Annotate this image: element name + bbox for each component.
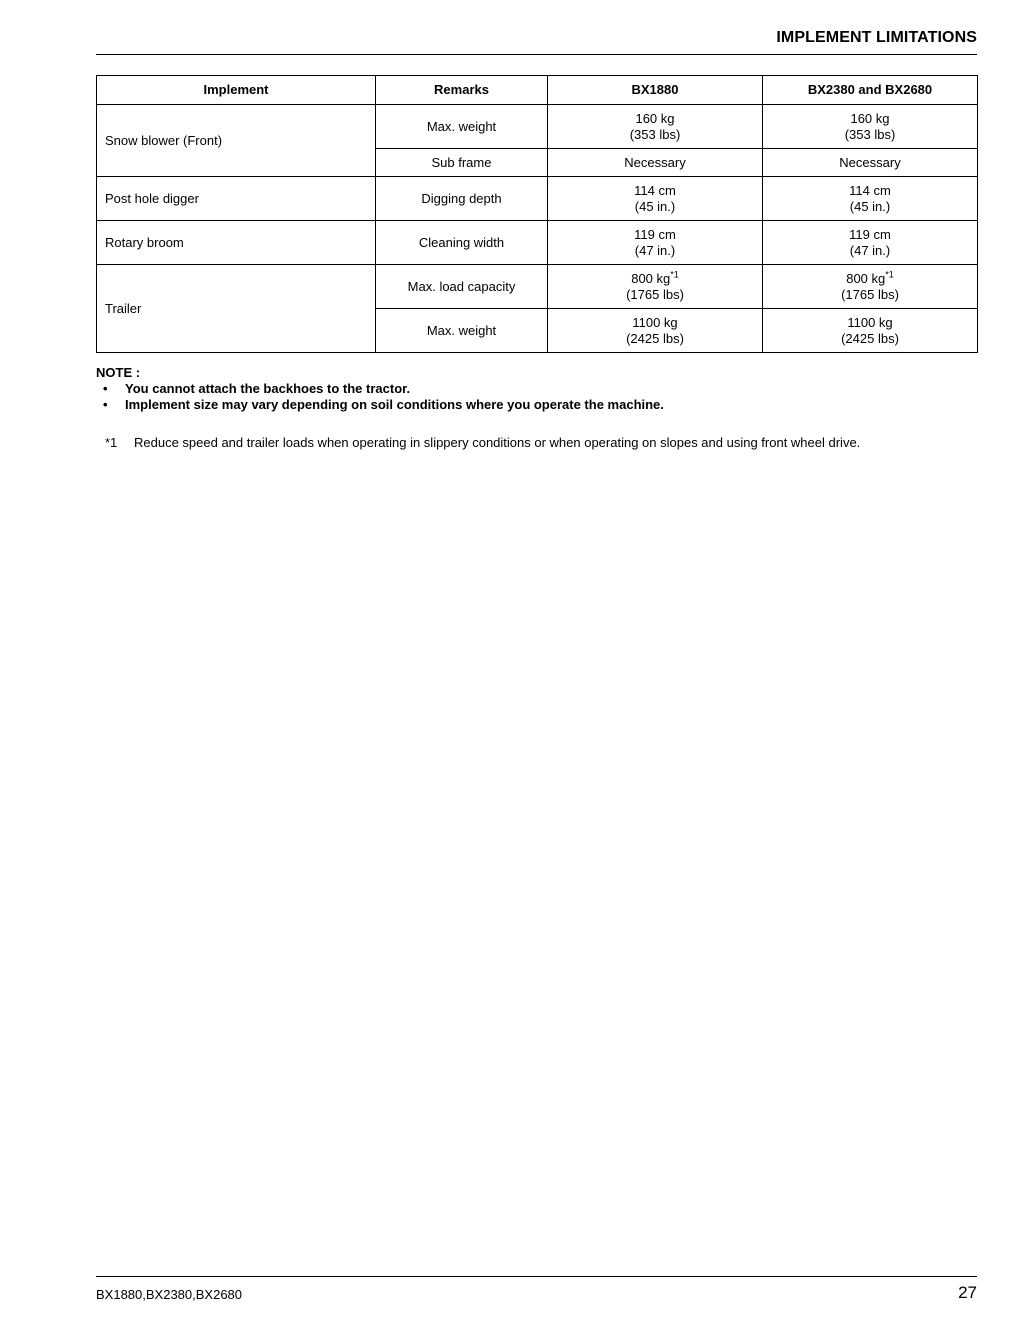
page-number: 27 xyxy=(958,1283,977,1302)
table-row xyxy=(97,221,978,265)
value-line: 1100 kg xyxy=(847,314,893,330)
value-line: (45 in.) xyxy=(634,198,676,214)
header-remarks: Remarks xyxy=(376,76,548,105)
bx1880-cell xyxy=(548,105,763,149)
header-bx2380-bx2680: BX2380 and BX2680 xyxy=(763,76,978,105)
value-line: (2425 lbs) xyxy=(626,330,684,346)
value-line: (353 lbs) xyxy=(844,126,896,142)
value-line: (1765 lbs) xyxy=(841,286,899,302)
bx1880-cell xyxy=(548,221,763,265)
value-line: 160 kg xyxy=(850,110,890,126)
bx1880-cell: Necessary xyxy=(548,149,763,177)
value-line: 114 cm xyxy=(634,182,676,198)
implement-limitations-table xyxy=(96,75,978,353)
footer-models: BX1880,BX2380,BX2680 xyxy=(96,1287,243,1302)
footnote-ref: *1 xyxy=(885,269,894,280)
bx2380-cell xyxy=(763,105,978,149)
implement-cell: Post hole digger xyxy=(97,177,376,221)
bx2380-cell xyxy=(763,309,978,353)
footnote xyxy=(105,435,860,451)
value-line: 160 kg xyxy=(635,110,675,126)
bx2380-cell xyxy=(763,221,978,265)
value-line: 119 cm xyxy=(849,226,891,242)
table-row xyxy=(97,177,978,221)
header-implement: Implement xyxy=(97,76,376,105)
bx2380-cell xyxy=(763,177,978,221)
value-line: 800 kg xyxy=(846,270,886,286)
note-item xyxy=(96,381,664,397)
header-rule xyxy=(96,54,977,55)
remark-cell: Cleaning width xyxy=(376,221,548,265)
remark-cell: Max. weight xyxy=(376,309,548,353)
note-item-text: You cannot attach the backhoes to the tractor. xyxy=(125,381,411,396)
note-item xyxy=(96,397,664,413)
remark-cell: Max. load capacity xyxy=(376,265,548,309)
footnote-ref: *1 xyxy=(670,269,679,280)
footnote-mark: *1 xyxy=(105,435,118,450)
value-line: (47 in.) xyxy=(849,242,891,258)
note-block xyxy=(96,365,664,413)
value-line: 800 kg xyxy=(631,270,671,286)
value-line: (45 in.) xyxy=(849,198,891,214)
bx1880-cell xyxy=(548,177,763,221)
value-line: (47 in.) xyxy=(634,242,676,258)
implement-cell: Snow blower (Front) xyxy=(97,105,376,177)
remark-cell: Sub frame xyxy=(376,149,548,177)
value-line: (353 lbs) xyxy=(629,126,681,142)
implement-cell: Rotary broom xyxy=(97,221,376,265)
bx1880-cell xyxy=(548,265,763,309)
bx2380-cell xyxy=(763,265,978,309)
footer-rule xyxy=(96,1276,977,1277)
remark-cell: Max. weight xyxy=(376,105,548,149)
value-line: 119 cm xyxy=(634,226,676,242)
remark-cell: Digging depth xyxy=(376,177,548,221)
note-title: NOTE : xyxy=(96,365,141,380)
bx1880-cell xyxy=(548,309,763,353)
table-row xyxy=(97,265,978,309)
footnote-text: Reduce speed and trailer loads when operating in slippery conditions or when operating on slopes and using front wheel drive. xyxy=(134,435,861,450)
value-line: (1765 lbs) xyxy=(626,286,684,302)
value-line: 114 cm xyxy=(849,182,891,198)
table-header-row xyxy=(97,76,978,105)
bx2380-cell: Necessary xyxy=(763,149,978,177)
value-line: (2425 lbs) xyxy=(841,330,899,346)
header-bx1880: BX1880 xyxy=(548,76,763,105)
implement-cell: Trailer xyxy=(97,265,376,353)
value-line: 1100 kg xyxy=(632,314,678,330)
bullet-icon: • xyxy=(103,381,108,396)
table-row xyxy=(97,105,978,149)
note-item-text: Implement size may vary depending on soil conditions where you operate the machine. xyxy=(125,397,664,412)
page-title: IMPLEMENT LIMITATIONS xyxy=(776,29,977,46)
bullet-icon: • xyxy=(103,397,108,412)
